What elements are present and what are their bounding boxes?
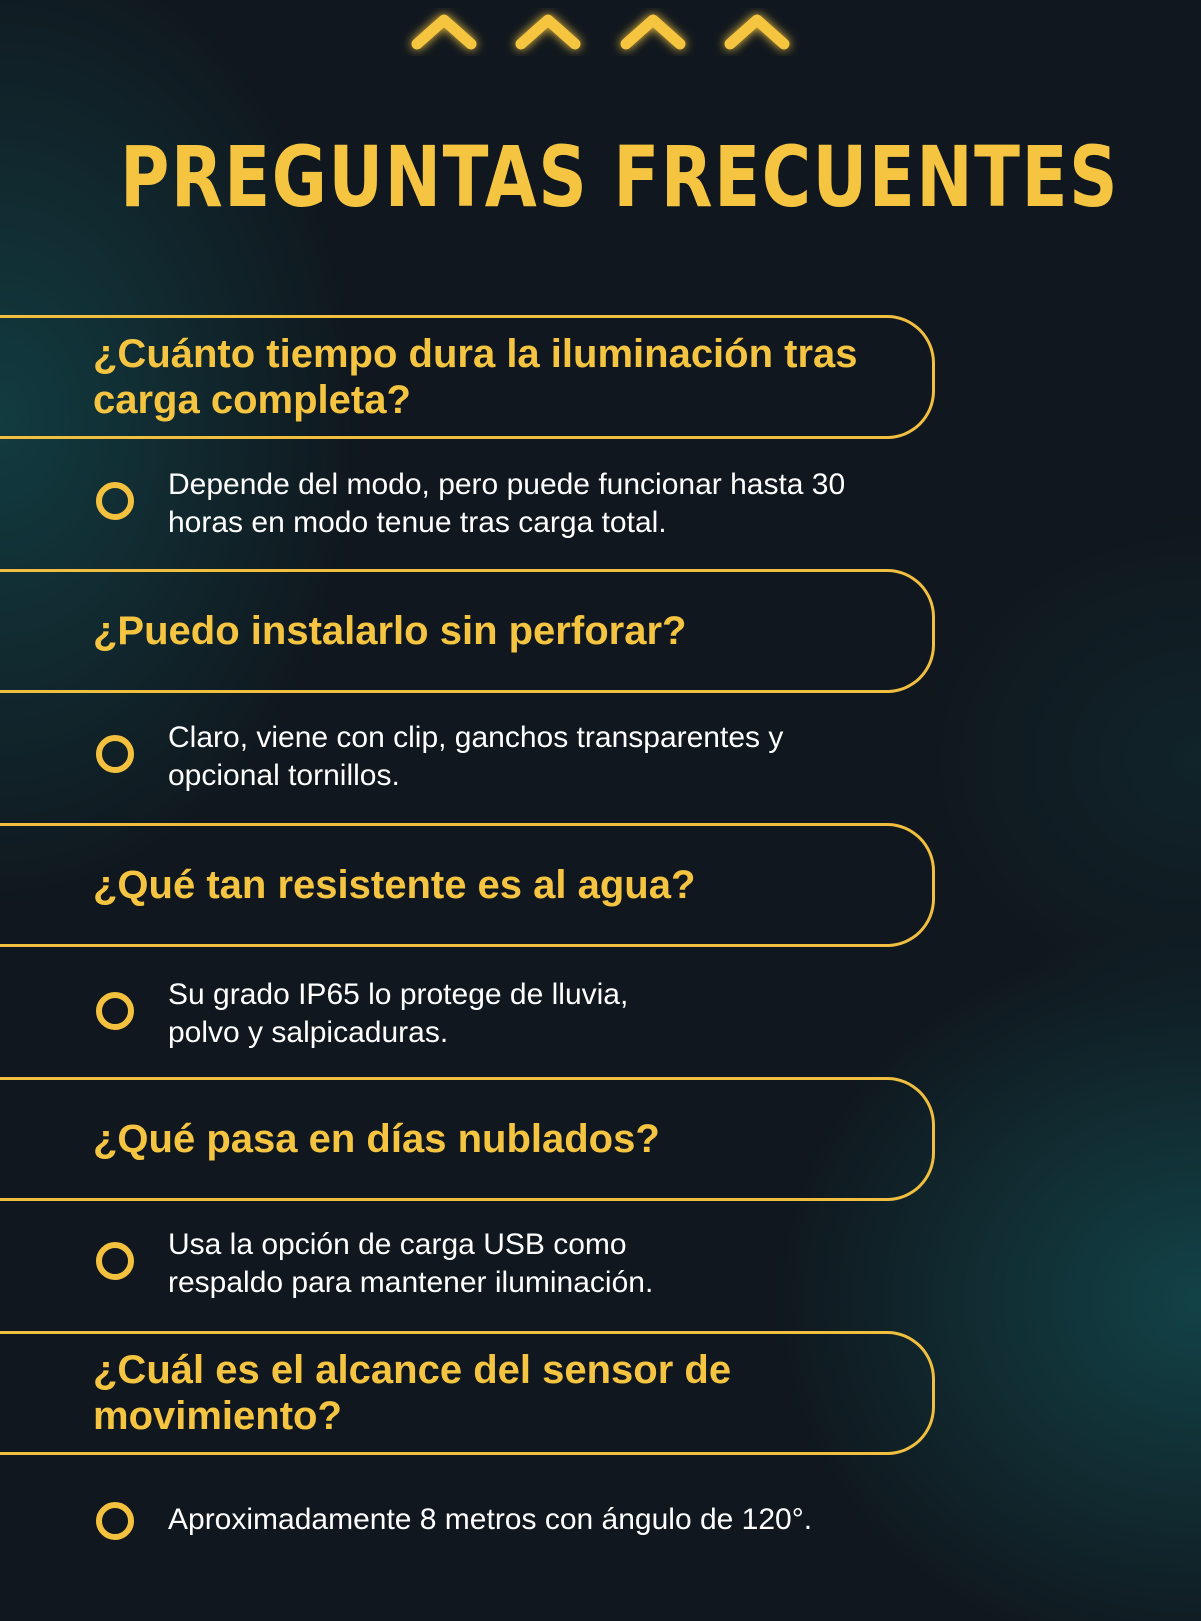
faq-question-box <box>0 569 935 693</box>
faq-question-box <box>0 315 935 439</box>
faq-question-box <box>0 1331 935 1455</box>
chevron-group <box>0 6 1201 66</box>
page-title: PREGUNTAS FRECUENTES <box>120 128 1120 226</box>
circle-bullet-icon <box>96 992 134 1030</box>
faq-answer-text: Depende del modo, pero puede funcionar hasta 30 horas en modo tenue tras carga total. <box>168 468 846 539</box>
chevron-up-icon <box>730 20 784 44</box>
chevron-row <box>0 6 1201 66</box>
faq-question-box <box>0 823 935 947</box>
circle-bullet-icon <box>96 735 134 773</box>
faq-question-text: ¿Puedo instalarlo sin perforar? <box>93 609 687 653</box>
faq-question-box <box>0 1077 935 1201</box>
circle-bullet-icon <box>96 482 134 520</box>
circle-bullet-icon <box>96 1502 134 1540</box>
faq-answer-text: Su grado IP65 lo protege de lluvia, polvo y salpicaduras. <box>168 978 629 1049</box>
chevron-up-icon <box>417 20 471 44</box>
faq-question-text: ¿Qué pasa en días nublados? <box>93 1117 660 1161</box>
faq-question-text: ¿Cuál es el alcance del sensor de movimiento? <box>93 1348 732 1438</box>
faq-question-text: ¿Cuánto tiempo dura la iluminación tras carga completa? <box>93 332 858 422</box>
chevron-up-icon <box>626 20 680 44</box>
chevron-up-icon <box>521 20 575 44</box>
faq-answer-text: Usa la opción de carga USB como respaldo para mantener iluminación. <box>168 1228 654 1299</box>
faq-answer-text: Aproximadamente 8 metros con ángulo de 120°. <box>168 1503 813 1536</box>
faq-answer-text: Claro, viene con clip, ganchos transparentes y opcional tornillos. <box>168 721 784 792</box>
circle-bullet-icon <box>96 1242 134 1280</box>
faq-question-text: ¿Qué tan resistente es al agua? <box>93 863 696 907</box>
